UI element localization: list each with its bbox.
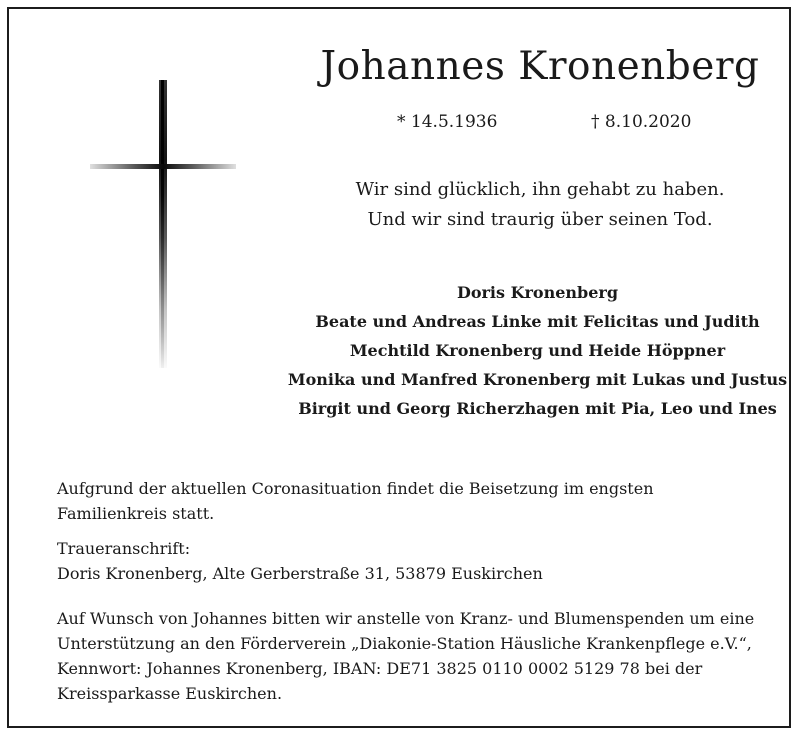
mourner-entry: Doris Kronenberg [456,283,619,302]
donation-line: Kreissparkasse Euskirchen. [57,684,283,703]
donation-line: Auf Wunsch von Johannes bitten wir anstelle von Kranz- und Blumenspenden um eine [57,609,755,628]
funeral-notice [57,476,777,526]
cross-vertical-bar [159,80,167,368]
address-label: Traueranschrift: [57,539,191,558]
verse-line: Und wir sind traurig über seinen Tod. [367,209,713,230]
donation-request [57,606,777,706]
deceased-name: Johannes Kronenberg [320,44,760,89]
mourner-entry: Birgit und Georg Richerzhagen mit Pia, Leo und Ines [298,399,777,418]
notice-line: Familienkreis statt. [57,504,215,523]
address-value: Doris Kronenberg, Alte Gerberstraße 31, 53879 Euskirchen [57,564,543,583]
mourner-entry: Beate und Andreas Linke mit Felicitas und Judith [315,312,760,331]
mourner-entry: Mechtild Kronenberg und Heide Höppner [349,341,726,360]
cross-icon [90,80,236,370]
verse-line: Wir sind glücklich, ihn gehabt zu haben. [355,179,725,200]
mourner-entry: Monika und Manfred Kronenberg mit Lukas und Justus [287,370,788,389]
birth-date: * 14.5.1936 [397,112,498,132]
death-date: † 8.10.2020 [591,112,692,132]
cross-horizontal-bar [90,164,236,169]
donation-line: Kennwort: Johannes Kronenberg, IBAN: DE71 3825 0110 0002 5129 78 bei der [57,659,703,678]
donation-line: Unterstützung an den Förderverein „Diakonie-Station Häusliche Krankenpflege e.V.“, [57,634,752,653]
notice-line: Aufgrund der aktuellen Coronasituation findet die Beisetzung im engsten [57,479,654,498]
mourning-address [57,536,777,586]
mourners-list [270,278,800,423]
memorial-verse [290,175,790,235]
